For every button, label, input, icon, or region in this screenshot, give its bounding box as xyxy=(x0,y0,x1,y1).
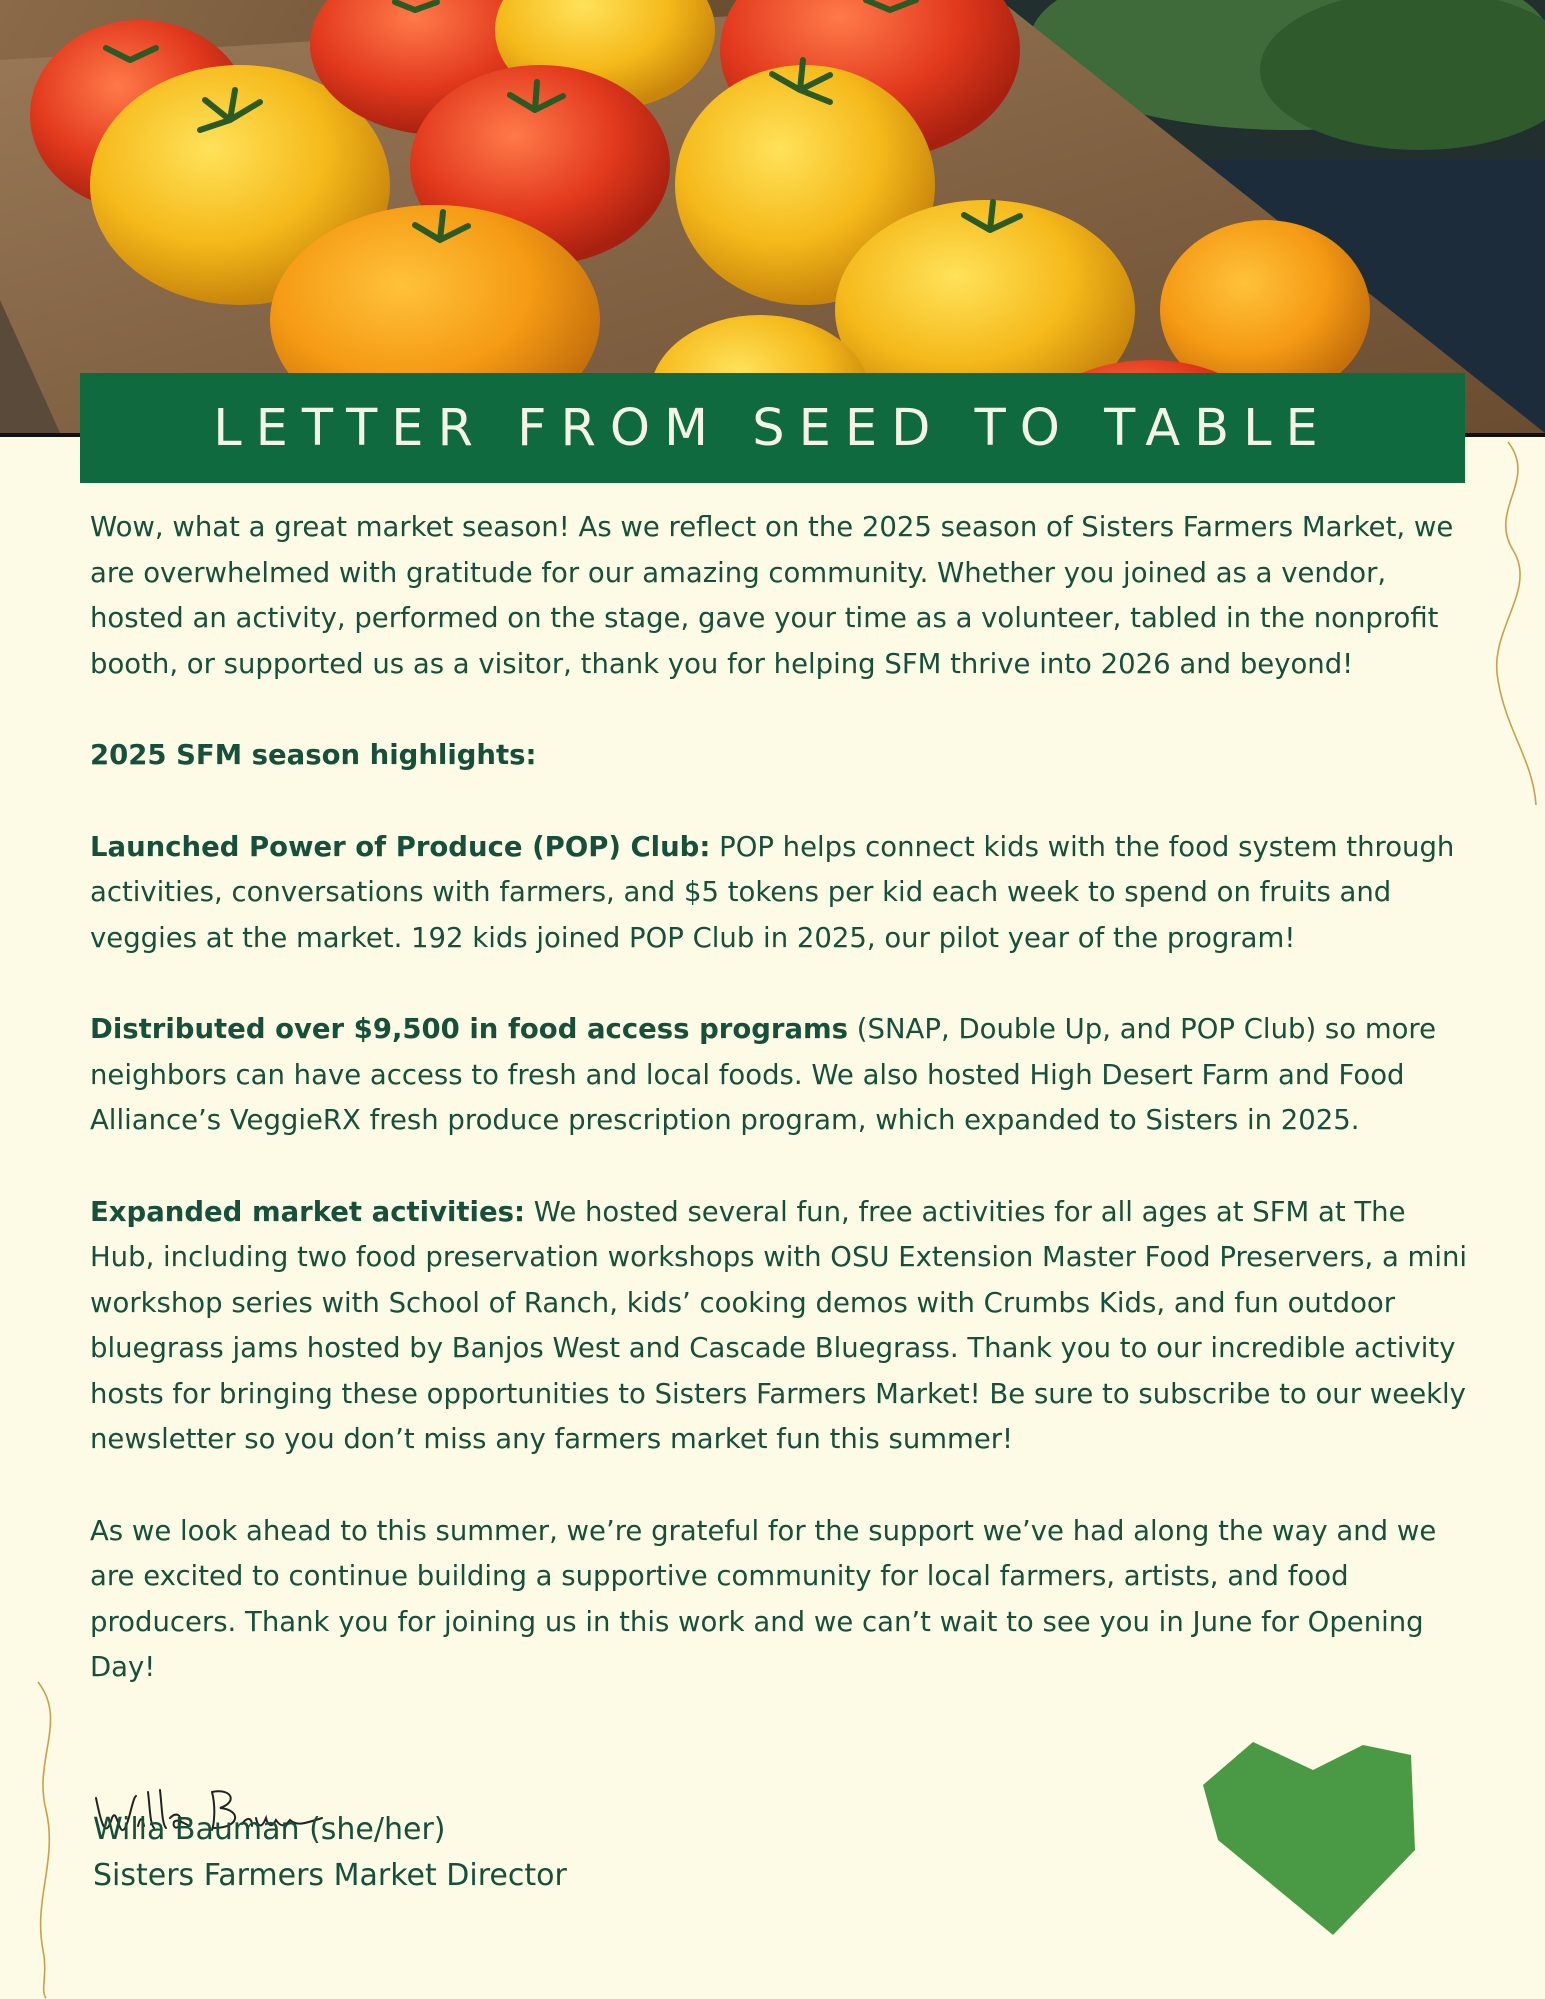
signature-block xyxy=(93,1807,567,1899)
intro-paragraph: Wow, what a great market season! As we reflect on the 2025 season of Sisters Farmers Market, we are overwhelmed with gratitude for our amazing community. Whether you joined as a vendor, hosted an activity, performed on the stage, gave your time as a volunteer, tabled in the nonprofit booth, or supported us as a visitor, thank you for helping SFM thrive into 2026 and beyond! xyxy=(90,511,1454,680)
title-banner xyxy=(80,373,1465,483)
signer-role: Sisters Farmers Market Director xyxy=(93,1858,567,1893)
letter-body xyxy=(90,505,1470,1737)
highlights-heading: 2025 SFM season highlights: xyxy=(90,739,537,771)
highlight-activities xyxy=(90,1190,1470,1463)
tomato-photo xyxy=(0,0,1545,433)
page-title: LETTER FROM SEED TO TABLE xyxy=(213,398,1332,458)
highlight-text: We hosted several fun, free activities for all ages at SFM at The Hub, including two food preservation workshops with OSU Extension Master Food Preservers, a mini workshop series with School of Ranch, kids’ cooking demos with Crumbs Kids, and fun outdoor bluegrass jams hosted by Banjos West and Cascade Bluegrass. Thank you to our incredible activity hosts for bringing these opportunities to Sisters Farmers Market! Be sure to subscribe to our weekly newsletter so you don’t miss any farmers market fun this summer! xyxy=(90,1195,1468,1455)
heart-icon xyxy=(1193,1740,1423,1940)
hero-photo-tomatoes xyxy=(0,0,1545,433)
highlight-lead: Launched Power of Produce (POP) Club: xyxy=(90,830,711,863)
highlight-food-access xyxy=(90,1007,1470,1144)
signer-name: Willa Bauman (she/her) xyxy=(93,1812,446,1847)
gold-swirl-left xyxy=(28,1680,68,1999)
closing-paragraph: As we look ahead to this summer, we’re grateful for the support we’ve had along the way and we are excited to continue building a supportive community for local farmers, artists, and food producers. Thank you for joining us in this work and we can’t wait to see you in June for Opening Day! xyxy=(90,1514,1437,1683)
gold-swirl-right xyxy=(1478,440,1538,810)
highlight-lead: Expanded market activities: xyxy=(90,1195,526,1228)
highlight-text: POP helps connect kids with the food system through activities, conversations with farmers, and $5 tokens per kid each week to spend on fruits and veggies at the market. 192 kids joined POP Club in 2025, our pilot year of the program! xyxy=(90,830,1455,954)
highlight-pop-club xyxy=(90,825,1470,962)
highlight-lead: Distributed over $9,500 in food access programs xyxy=(90,1013,849,1045)
highlight-text: (SNAP, Double Up, and POP Club) so more neighbors can have access to fresh and local foods. We also hosted High Desert Farm and Food Alliance’s VeggieRX fresh produce prescription program, which expanded to Sisters in 2025. xyxy=(90,1013,1437,1136)
